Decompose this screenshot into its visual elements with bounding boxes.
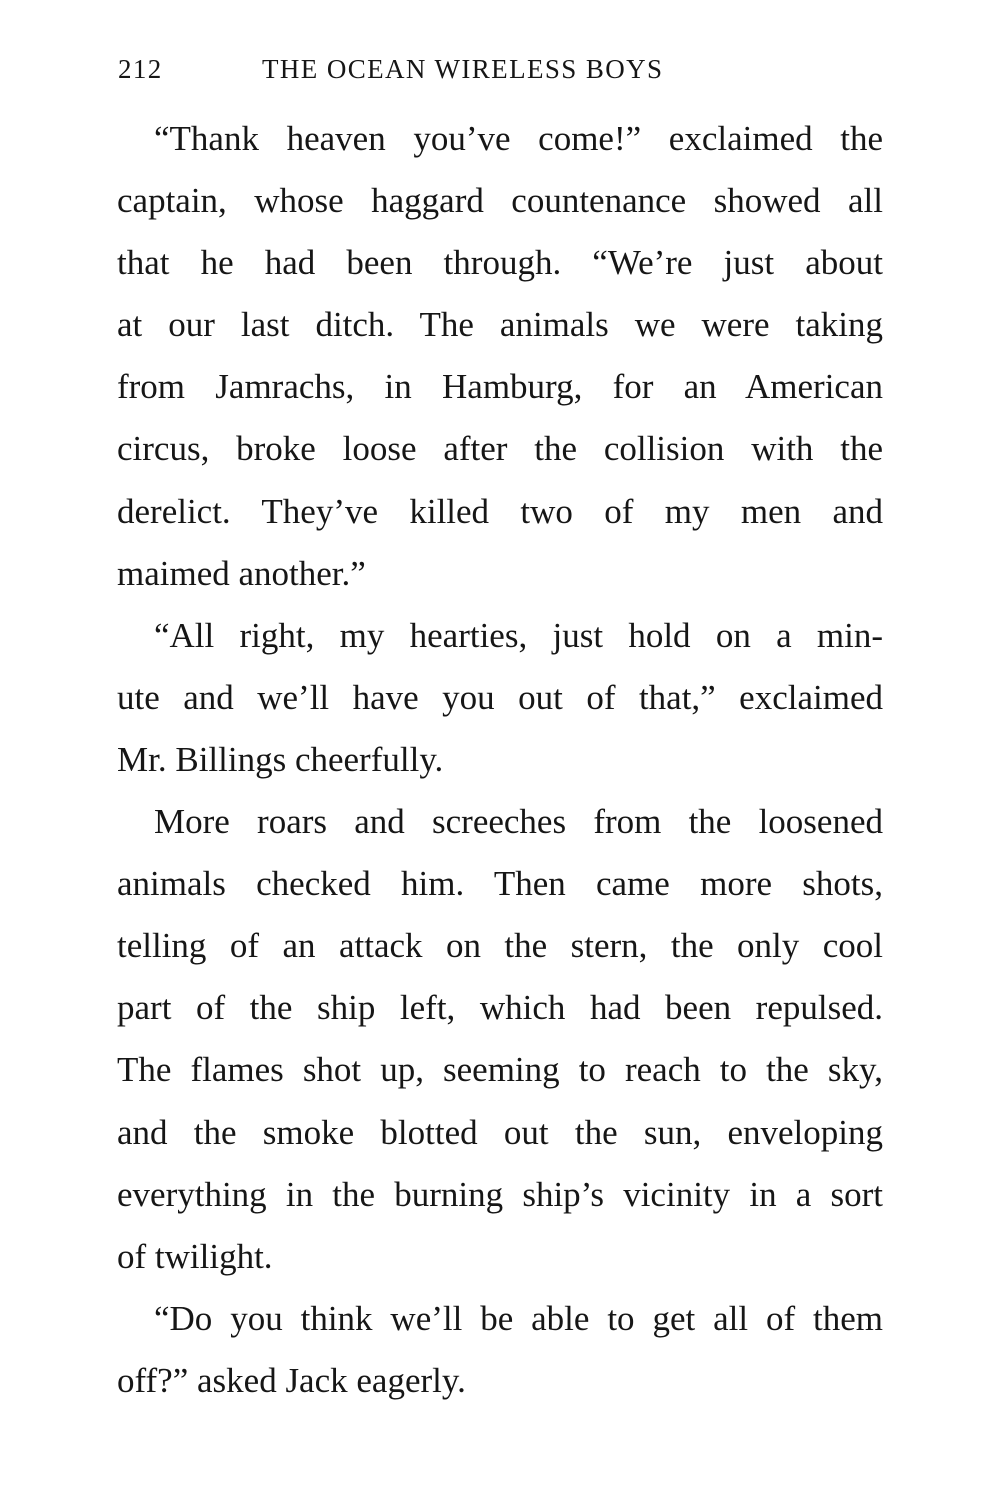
paragraph	[117, 1288, 883, 1412]
text-line: from Jamrachs, in Hamburg, for an American	[117, 367, 883, 407]
paragraph	[117, 108, 883, 605]
text-line: derelict. They’ve killed two of my men and	[117, 491, 883, 531]
text-line: part of the ship left, which had been repulsed.	[117, 988, 883, 1028]
text-line: More roars and screeches from the loosened	[154, 802, 883, 842]
text-line: captain, whose haggard countenance showed all	[117, 181, 883, 221]
paragraph	[117, 605, 883, 791]
running-title: THE OCEAN WIRELESS BOYS	[262, 54, 664, 84]
text-line: circus, broke loose after the collision with the	[117, 429, 883, 469]
text-line: “All right, my hearties, just hold on a min-	[154, 615, 883, 655]
text-line: The flames shot up, seeming to reach to the sky,	[117, 1050, 883, 1090]
text-line: maimed another.”	[117, 553, 366, 593]
text-line: “Thank heaven you’ve come!” exclaimed the	[154, 119, 883, 158]
text-line: and the smoke blotted out the sun, enveloping	[117, 1112, 883, 1152]
text-line: everything in the burning ship’s vicinity in a sort	[117, 1174, 883, 1214]
paragraph	[117, 791, 883, 1288]
text-line: of twilight.	[117, 1236, 273, 1276]
running-head	[118, 54, 742, 94]
text-line: animals checked him. Then came more shots,	[117, 864, 883, 904]
body-text	[117, 108, 883, 1412]
text-line: at our last ditch. The animals we were taking	[117, 305, 883, 345]
text-line: ute and we’ll have you out of that,” exclaimed	[117, 677, 883, 717]
text-line: that he had been through. “We’re just about	[117, 243, 883, 283]
text-line: off?” asked Jack eagerly.	[117, 1360, 466, 1400]
page-number: 212	[118, 54, 163, 84]
text-line: “Do you think we’ll be able to get all of them	[154, 1298, 883, 1338]
text-line: Mr. Billings cheerfully.	[117, 739, 444, 779]
text-line: telling of an attack on the stern, the only cool	[117, 926, 883, 966]
